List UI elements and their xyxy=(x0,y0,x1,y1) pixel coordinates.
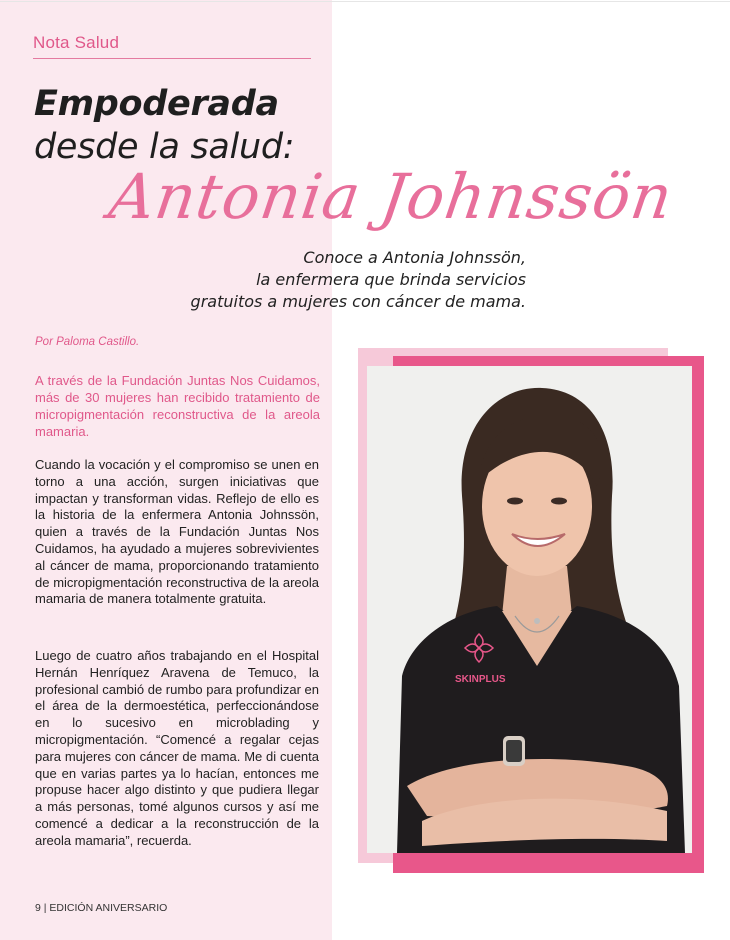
body-paragraph-2: Luego de cuatro años trabajando en el Hospital Hernán Henríquez Aravena de Temuco, la profesional cambió de rumbo para profundizar en el área de la dermoestética, perfeccionándose en lo sucesivo en microblading y micropigmentación. “Comencé a regalar cejas para mujeres con cáncer de mama. Me di cuenta que en varias partes ya lo hacían, entonces me propuse hacer algo distinto y que pudiera llegar a más personas, tomé algunos cursos y así me comencé a dedicar a la reconstrucción de la areola mamaria”, recuerda. xyxy=(35,648,320,848)
body-paragraph-1: Cuando la vocación y el compromiso se unen en torno a una acción, surgen iniciativas que impactan y transforman vidas. Reflejo de ello es la historia de la enfermera Antonia Johnssön, quien a través de la Fundación Juntas Nos Cuidamos, ha ayudado a mujeres sobrevivientes al cáncer de mama, proporcionando tratamiento de micropigmentación reconstructiva de la areola mamaria de manera totalmente gratuita. xyxy=(35,457,319,607)
footer-separator: | xyxy=(43,902,50,914)
headline-line-2: desde la salud: xyxy=(34,127,295,167)
intro-deck xyxy=(190,247,526,313)
lead-paragraph: A través de la Fundación Juntas Nos Cuidamos, más de 30 mujeres han recibido tratamiento de micropigmentación reconstructiva de la areola mamaria. xyxy=(35,373,320,439)
section-rule xyxy=(33,58,311,59)
page-footer xyxy=(35,902,167,914)
headline-line-1: Empoderada xyxy=(34,84,279,124)
top-divider xyxy=(0,1,730,2)
byline: Por Paloma Castillo. xyxy=(35,336,140,348)
headline-name: Antonia Johnssön xyxy=(104,160,678,233)
intro-line-1: Conoce a Antonia Johnssön, xyxy=(303,248,526,267)
skinplus-logo-text: SKINPLUS xyxy=(455,674,506,685)
issue-name: EDICIÓN ANIVERSARIO xyxy=(49,902,168,914)
intro-line-2: la enfermera que brinda servicios xyxy=(256,270,526,289)
intro-line-3: gratuitos a mujeres con cáncer de mama. xyxy=(190,292,526,311)
portrait-photo xyxy=(367,366,692,853)
section-label: Nota Salud xyxy=(33,33,120,52)
portrait-illustration xyxy=(367,366,692,853)
page-number: 9 xyxy=(35,902,41,914)
